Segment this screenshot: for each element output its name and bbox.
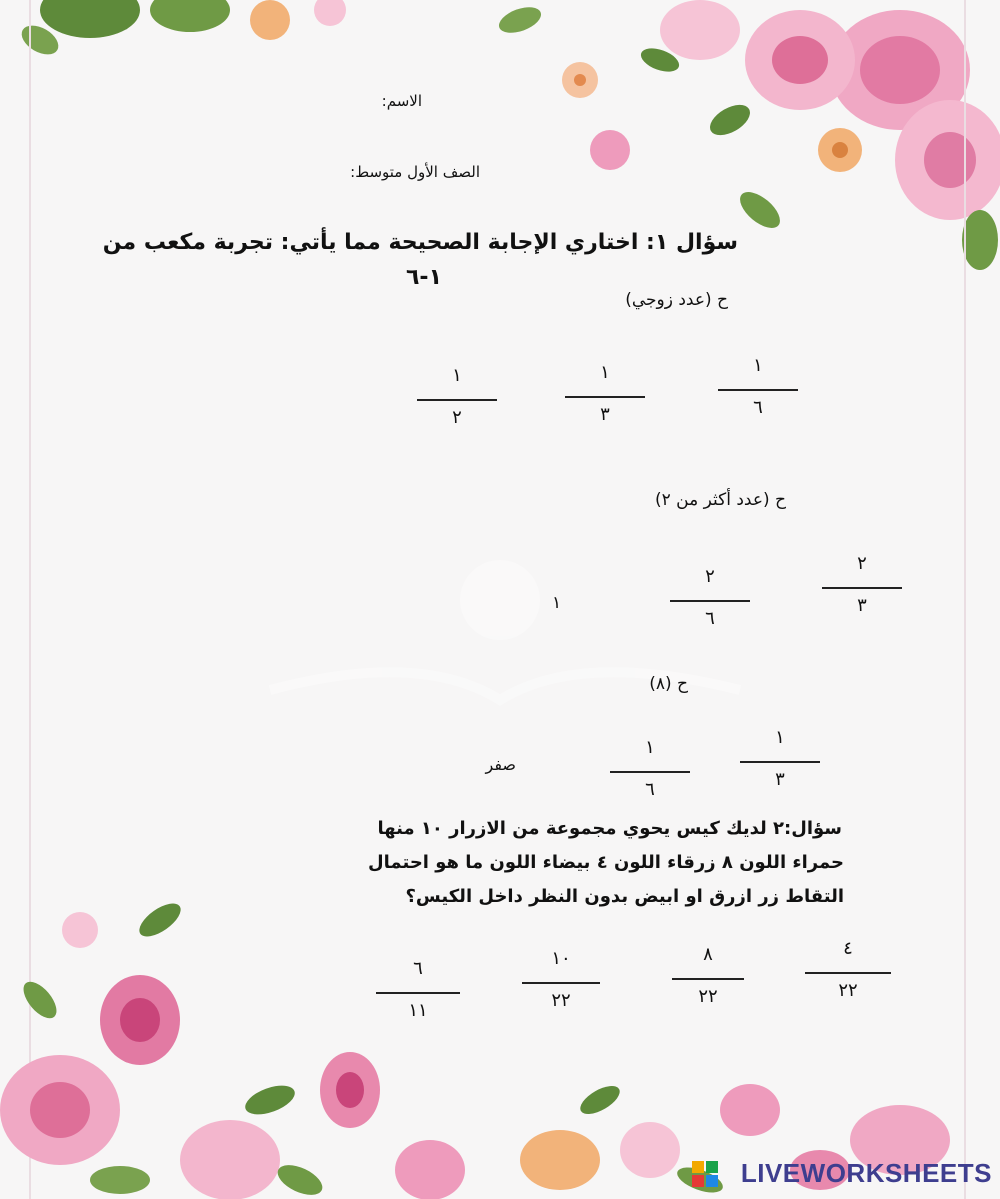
numerator: ٢ — [705, 566, 715, 587]
q1-part-eight-label: ح (٨) — [649, 674, 688, 694]
numerator: ٢ — [857, 553, 867, 574]
numerator: ١ — [645, 737, 655, 758]
fraction-bar — [672, 978, 744, 980]
denominator: ٦ — [705, 608, 715, 629]
question-2-line-2: حمراء اللون ٨ زرقاء اللون ٤ بيضاء اللون ما هو احتمال — [368, 852, 844, 873]
q1-part-eight-option-1[interactable] — [740, 727, 820, 797]
q1-part-even-option-3[interactable] — [417, 365, 497, 435]
denominator: ١١ — [408, 1000, 428, 1021]
liveworksheets-brand[interactable]: LIVEWORKSHEETS — [740, 1158, 992, 1188]
q1-part-eight-option-2[interactable] — [610, 737, 690, 807]
fraction-bar — [670, 600, 750, 602]
question-2-line-1: سؤال:٢ لديك كيس يحوي مجموعة من الازرار ١٠ منها — [377, 818, 842, 839]
numerator: ١ — [753, 355, 763, 376]
fraction-bar — [417, 399, 497, 401]
liveworksheets-logo-icon — [692, 1161, 718, 1187]
question-1-title: سؤال ١: اختاري الإجابة الصحيحة مما يأتي: تجربة مكعب من — [102, 230, 738, 255]
q1-part-greater-option-3[interactable]: ١ — [552, 593, 562, 613]
fraction-bar — [740, 761, 820, 763]
denominator: ٢٢ — [698, 986, 718, 1007]
denominator: ٢٢ — [838, 980, 858, 1001]
fraction-bar — [718, 389, 798, 391]
grade-label: الصف الأول متوسط: — [350, 163, 480, 181]
q2-option-1[interactable] — [805, 938, 891, 1008]
top-left-flowers — [17, 0, 346, 60]
q1-part-eight-option-3[interactable]: صفر — [485, 755, 516, 774]
q2-option-3[interactable] — [522, 948, 600, 1018]
q1-part-even-option-1[interactable] — [718, 355, 798, 425]
numerator: ١٠ — [551, 948, 571, 969]
q1-part-greater-option-2[interactable] — [670, 566, 750, 636]
q2-option-2[interactable] — [672, 944, 744, 1014]
q1-part-even-option-2[interactable] — [565, 362, 645, 432]
numerator: ٦ — [413, 958, 423, 979]
fraction-bar — [822, 587, 902, 589]
denominator: ٣ — [600, 404, 610, 425]
question-2-line-3: التقاط زر ازرق او ابيض بدون النظر داخل الكيس؟ — [405, 886, 844, 907]
numerator: ١ — [775, 727, 785, 748]
fraction-bar — [522, 982, 600, 984]
denominator: ٦ — [753, 397, 763, 418]
numerator: ٨ — [703, 944, 713, 965]
denominator: ٣ — [775, 769, 785, 790]
denominator: ٢٢ — [551, 990, 571, 1011]
q1-part-greater-than-2-label: ح (عدد أكثر من ٢) — [654, 490, 786, 510]
fraction-bar — [565, 396, 645, 398]
fraction-bar — [610, 771, 690, 773]
denominator: ٦ — [645, 779, 655, 800]
numerator: ٤ — [843, 938, 853, 959]
bottom-left-flowers — [0, 897, 465, 1199]
fraction-bar — [805, 972, 891, 974]
numerator: ١ — [600, 362, 610, 383]
numerator: ١ — [452, 365, 462, 386]
fraction-bar — [376, 992, 460, 994]
q2-option-4[interactable] — [376, 958, 460, 1028]
question-1-title-cont: ١-٦ — [405, 265, 442, 290]
denominator: ٣ — [857, 595, 867, 616]
denominator: ٢ — [452, 407, 462, 428]
q1-part-even-label: ح (عدد زوجي) — [625, 290, 728, 310]
q1-part-greater-option-1[interactable] — [822, 553, 902, 623]
name-label: الاسم: — [381, 92, 422, 110]
